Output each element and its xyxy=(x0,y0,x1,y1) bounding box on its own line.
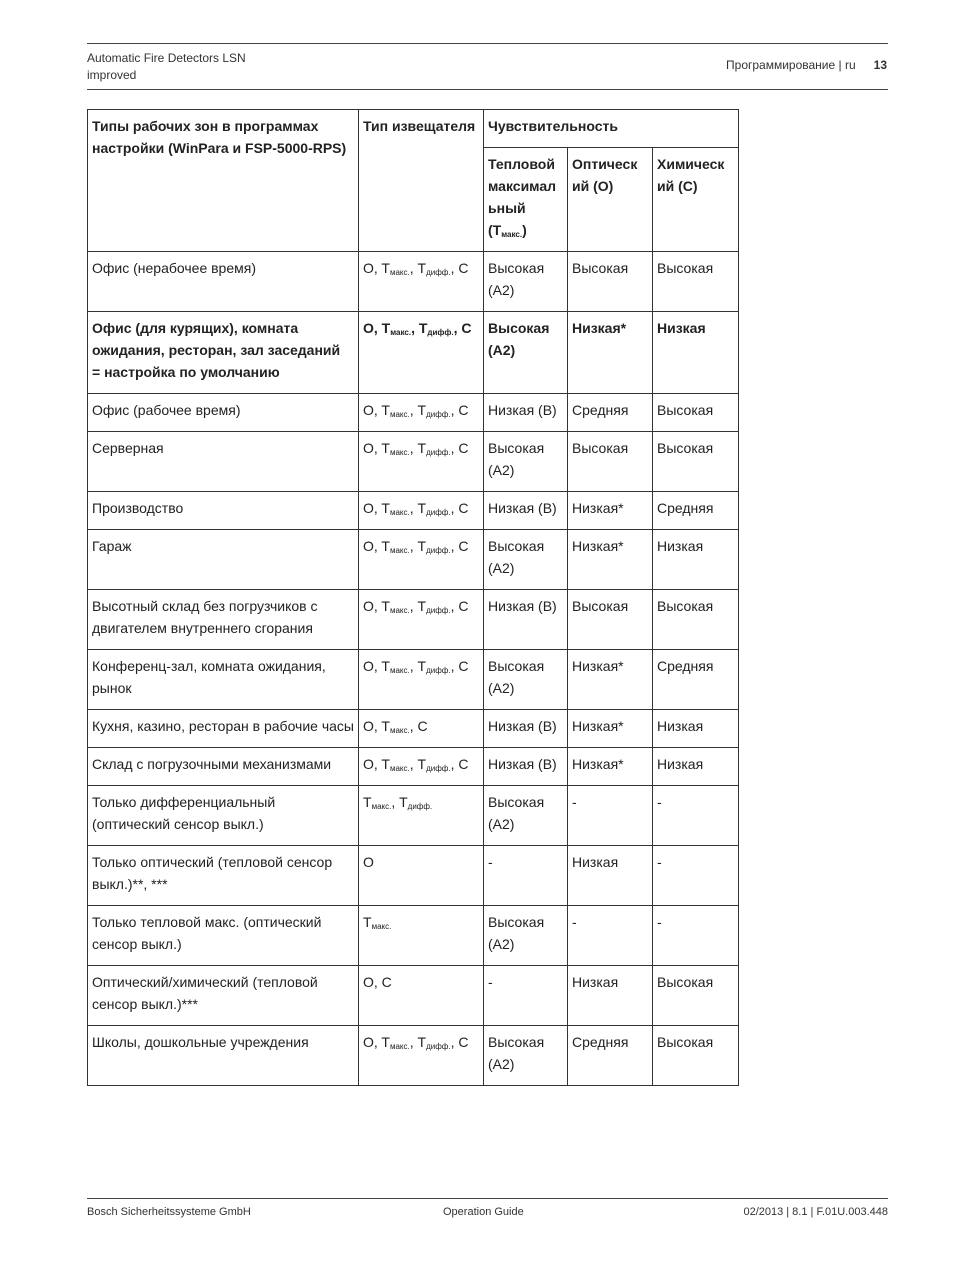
cell-zone: Офис (нерабочее время) xyxy=(88,252,359,312)
cell-zone: Производство xyxy=(88,492,359,530)
table-row xyxy=(88,394,739,432)
table-row xyxy=(88,650,739,710)
cell-detector-type: O, C xyxy=(359,966,484,1026)
cell-optical: Высокая xyxy=(568,252,653,312)
cell-chemical: - xyxy=(653,846,739,906)
footer-doc-ref: 02/2013 | 8.1 | F.01U.003.448 xyxy=(743,1206,888,1218)
cell-zone: Кухня, казино, ресторан в рабочие часы xyxy=(88,710,359,748)
cell-chemical: Низкая xyxy=(653,312,739,394)
cell-zone: Склад с погрузочными механизмами xyxy=(88,748,359,786)
cell-chemical: Высокая xyxy=(653,966,739,1026)
cell-optical: - xyxy=(568,786,653,846)
table-row xyxy=(88,432,739,492)
cell-optical: Высокая xyxy=(568,590,653,650)
cell-thermal: Низкая (B) xyxy=(484,590,568,650)
cell-zone: Серверная xyxy=(88,432,359,492)
cell-thermal: Низкая (B) xyxy=(484,492,568,530)
doc-title-line1: Automatic Fire Detectors LSN xyxy=(87,51,246,65)
cell-optical: Низкая* xyxy=(568,530,653,590)
col-header-sensitivity: Чувствительность xyxy=(484,110,739,148)
subheader-thermal: Тепловой максимал ьный $(T_{макс.})$ xyxy=(484,148,568,252)
cell-thermal: - xyxy=(484,846,568,906)
col-header-detector-type: Тип извещателя xyxy=(359,110,484,252)
cell-zone: Школы, дошкольные учреждения xyxy=(88,1026,359,1086)
cell-detector-type: O, $T_{макс.}$, $T_{дифф.}$, C xyxy=(359,252,484,312)
cell-chemical: Высокая xyxy=(653,1026,739,1086)
cell-thermal: Высокая (A2) xyxy=(484,530,568,590)
cell-thermal: Высокая (A2) xyxy=(484,312,568,394)
doc-title-line2: improved xyxy=(87,68,137,82)
cell-detector-type: O, $T_{макс.}$, $T_{дифф.}$, C xyxy=(359,530,484,590)
cell-detector-type: O xyxy=(359,846,484,906)
cell-thermal: Низкая (B) xyxy=(484,748,568,786)
header-top-rule xyxy=(87,43,888,44)
cell-zone: Только тепловой макс. (оптический сенсор выкл.) xyxy=(88,906,359,966)
cell-zone: Гараж xyxy=(88,530,359,590)
cell-chemical: Низкая xyxy=(653,530,739,590)
cell-thermal: Высокая (A2) xyxy=(484,906,568,966)
sensitivity-table xyxy=(87,109,739,1086)
cell-thermal: Высокая (A2) xyxy=(484,1026,568,1086)
footer-company: Bosch Sicherheitssysteme GmbH xyxy=(87,1206,251,1218)
cell-detector-type: O, $T_{макс.}$, $T_{дифф.}$, C xyxy=(359,1026,484,1086)
cell-chemical: Средняя xyxy=(653,650,739,710)
table-row xyxy=(88,1026,739,1086)
cell-thermal: Низкая (B) xyxy=(484,710,568,748)
cell-chemical: Высокая xyxy=(653,394,739,432)
page-header-title xyxy=(87,50,246,84)
table-row xyxy=(88,530,739,590)
section-label: Программирование | ru xyxy=(726,58,856,72)
subheader-optical: Оптическ ий (O) xyxy=(568,148,653,252)
cell-optical: Средняя xyxy=(568,1026,653,1086)
cell-thermal: Высокая (A2) xyxy=(484,650,568,710)
zone-line: Офис (для курящих), комната ожидания, ресторан, зал заседаний xyxy=(92,320,341,358)
cell-optical: Низкая* xyxy=(568,748,653,786)
table-header-row xyxy=(88,110,739,148)
cell-optical: - xyxy=(568,906,653,966)
zone-line: = настройка по умолчанию xyxy=(92,364,280,380)
table-row xyxy=(88,786,739,846)
cell-optical: Низкая* xyxy=(568,492,653,530)
table-row xyxy=(88,846,739,906)
cell-detector-type: O, $T_{макс.}$, $T_{дифф.}$, C xyxy=(359,492,484,530)
cell-optical: Низкая* xyxy=(568,650,653,710)
cell-thermal: Высокая (A2) xyxy=(484,432,568,492)
cell-zone: Только дифференциальный (оптический сенсор выкл.) xyxy=(88,786,359,846)
header-bottom-rule xyxy=(87,89,888,90)
table-row xyxy=(88,710,739,748)
table-row xyxy=(88,312,739,394)
table-row xyxy=(88,906,739,966)
table-row xyxy=(88,492,739,530)
table-row xyxy=(88,748,739,786)
cell-chemical: - xyxy=(653,906,739,966)
cell-chemical: Высокая xyxy=(653,432,739,492)
cell-optical: Низкая* xyxy=(568,710,653,748)
table-row xyxy=(88,590,739,650)
cell-detector-type: O, $T_{макс.}$, $T_{дифф.}$, C xyxy=(359,590,484,650)
cell-detector-type: O, $T_{макс.}$, $T_{дифф.}$, C xyxy=(359,432,484,492)
footer-rule xyxy=(87,1198,888,1199)
cell-thermal: Низкая (B) xyxy=(484,394,568,432)
cell-detector-type: $T_{макс.}$ xyxy=(359,906,484,966)
subheader-chemical: Химическ ий (C) xyxy=(653,148,739,252)
cell-optical: Низкая* xyxy=(568,312,653,394)
cell-zone: Высотный склад без погрузчиков с двигателем внутреннего сгорания xyxy=(88,590,359,650)
cell-detector-type: $T_{макс.}$, $T_{дифф.}$ xyxy=(359,786,484,846)
cell-detector-type: O, $T_{макс.}$, $T_{дифф.}$, C xyxy=(359,650,484,710)
cell-chemical: Средняя xyxy=(653,492,739,530)
cell-thermal: Высокая (A2) xyxy=(484,786,568,846)
cell-zone: Конференц-зал, комната ожидания, рынок xyxy=(88,650,359,710)
cell-detector-type: O, $T_{макс.}$, C xyxy=(359,710,484,748)
cell-chemical: Низкая xyxy=(653,748,739,786)
cell-zone: Оптический/химический (тепловой сенсор выкл.)*** xyxy=(88,966,359,1026)
table-row xyxy=(88,966,739,1026)
page-number: 13 xyxy=(873,58,887,72)
cell-zone: Только оптический (тепловой сенсор выкл.)**, *** xyxy=(88,846,359,906)
cell-chemical: - xyxy=(653,786,739,846)
cell-zone: Офис (рабочее время) xyxy=(88,394,359,432)
col-header-zone-types: Типы рабочих зон в программах настройки (WinPara и FSP-5000-RPS) xyxy=(88,110,359,252)
cell-chemical: Низкая xyxy=(653,710,739,748)
cell-detector-type: O, $T_{макс.}$, $T_{дифф.}$, C xyxy=(359,748,484,786)
cell-optical: Низкая xyxy=(568,966,653,1026)
cell-chemical: Высокая xyxy=(653,252,739,312)
cell-optical: Средняя xyxy=(568,394,653,432)
cell-chemical: Высокая xyxy=(653,590,739,650)
cell-optical: Низкая xyxy=(568,846,653,906)
cell-detector-type: O, $T_{макс.}$, $T_{дифф.}$, C xyxy=(359,394,484,432)
cell-optical: Высокая xyxy=(568,432,653,492)
cell-zone xyxy=(88,312,359,394)
cell-thermal: - xyxy=(484,966,568,1026)
cell-detector-type: O, $T_{макс.}$, $T_{дифф.}$, C xyxy=(359,312,484,394)
page-header-section xyxy=(726,58,887,72)
table-row xyxy=(88,252,739,312)
footer-doc-type: Operation Guide xyxy=(443,1206,524,1218)
cell-thermal: Высокая (A2) xyxy=(484,252,568,312)
